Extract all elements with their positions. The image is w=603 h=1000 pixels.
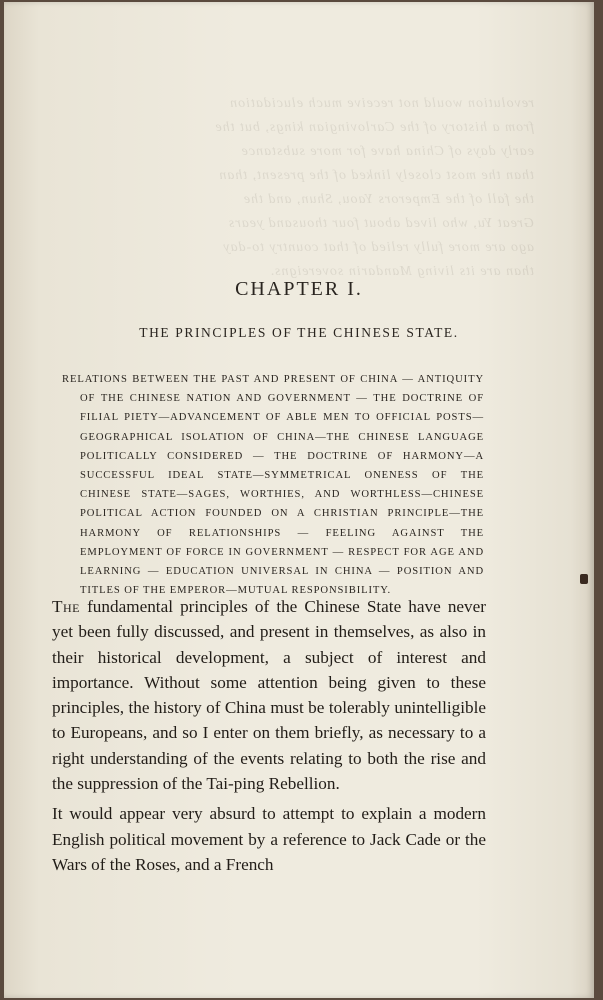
page-edge-mark (580, 574, 588, 584)
body-text (52, 594, 486, 882)
chapter-summary (62, 370, 484, 600)
paragraph-1-text: fundamental principles of the Chinese State have never yet been fully discussed, and present in themselves, as also in their historical development, a subject of interest and importance. Without some attention being given to these principles, the history of China must be tolerably unintelligible to Europeans, and so I enter on them briefly, as necessary to a right understanding of the events relating to both the rise and the suppression of the Tai-ping Rebellion. (52, 597, 486, 794)
paragraph-1-lead: The (52, 597, 80, 616)
chapter-title: THE PRINCIPLES OF THE CHINESE STATE. (139, 325, 459, 340)
paragraph-1 (52, 594, 486, 796)
book-page (4, 2, 594, 998)
summary-text: RELATIONS BETWEEN THE PAST AND PRESENT OF CHINA — ANTIQUITY OF THE CHINESE NATION AND GOVERNMENT — THE DOCTRINE OF FILIAL PIETY—ADVANCEMENT OF ABLE MEN TO OFFICIAL POSTS—GEOGRAPHICAL ISOLATION OF CHINA—THE CHINESE LANGUAGE POLITICALLY CONSIDERED — THE DOCTRINE OF HARMONY—A SUCCESSFUL IDEAL STATE—SYMMETRICAL ONENESS OF THE CHINESE STATE—SAGES, WORTHIES, AND WORTHLESS—CHINESE POLITICAL ACTION FOUNDED ON A CHRISTIAN PRINCIPLE—THE HARMONY OF RELATIONSHIPS — FEELING AGAINST THE EMPLOYMENT OF FORCE IN GOVERNMENT — RESPECT FOR AGE AND LEARNING — EDUCATION UNIVERSAL IN CHINA — POSITION AND TITLES OF THE EMPEROR—MUTUAL RESPONSIBILITY. (62, 374, 484, 597)
paragraph-2: It would appear very absurd to attempt to explain a modern English political movement by a reference to Jack Cade or the Wars of the Roses, and a French (52, 804, 486, 874)
show-through-text: revolution would not receive much elucidation from a history of the Carlovingian kings, but the early days of China have for more substance than the most closely linked of the present, than the fall of the Emperors Yaou, Shun, and the Great Yu, who lived about four thousand years ago are more fully relied of that country to-day than are its living Mandarin sovereigns. (214, 96, 534, 279)
chapter-heading: CHAPTER I. (235, 278, 363, 300)
